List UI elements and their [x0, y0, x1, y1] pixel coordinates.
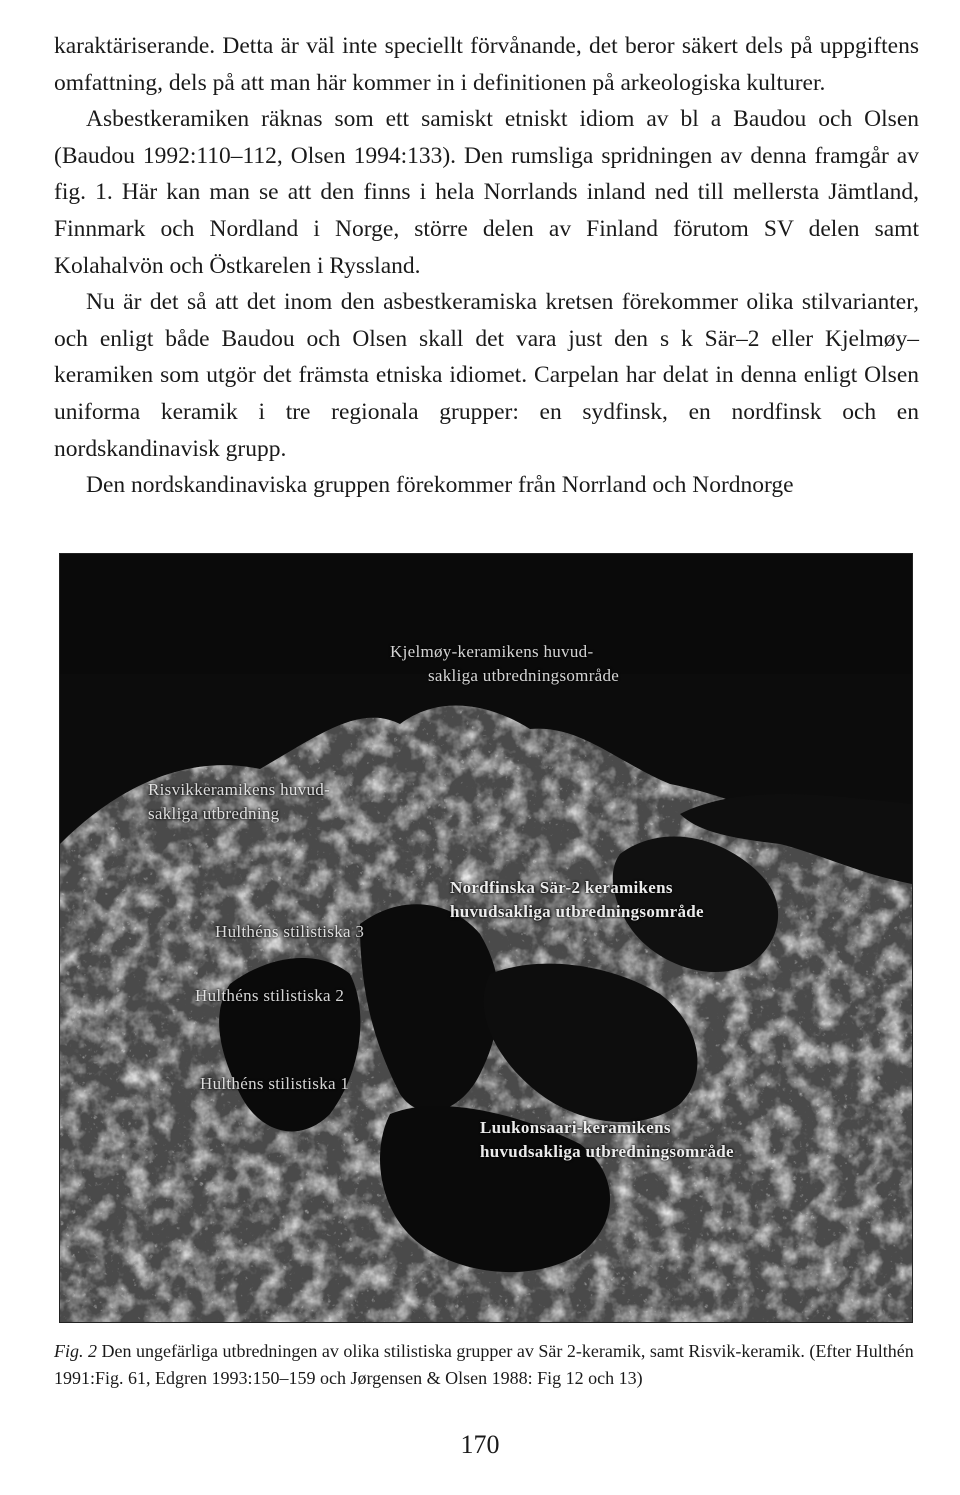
satellite-map-figure — [59, 553, 913, 1323]
page-number: 170 — [460, 1430, 500, 1459]
map-label-kjelmoy-1: Kjelmøy-keramikens huvud- — [390, 642, 594, 661]
map-label-nordfinska-2: huvudsakliga utbredningsområde — [450, 902, 704, 921]
paragraph-2: Asbestkeramiken räknas som ett samiskt etniskt idiom av bl a Baudou och Olsen (Baudou 1992:110–112, Olsen 1994:133). Den rumsliga spridningen av denna framgår av fig. 1. Här kan man se att den finns i hela Norrlands inland ned till mellersta Jämtland, Finnmark och Nordland i Norge, större delen av Finland förutom SV delen samt Kolahalvön och Östkarelen i Ryssland. — [54, 106, 919, 279]
map-label-hulthen-1: Hulthéns stilistiska 1 — [200, 1074, 350, 1093]
body-text — [54, 28, 919, 504]
map-label-luukonsaari-1: Luukonsaari-keramikens — [480, 1118, 671, 1137]
map-label-luukonsaari-2: huvudsakliga utbredningsområde — [480, 1142, 734, 1161]
map-label-risvik-1: Risvikkeramikens huvud- — [148, 780, 331, 799]
paragraph-3: Nu är det så att det inom den asbestkeramiska kretsen förekommer olika stilvarianter, och enligt både Baudou och Olsen skall det vara just den s k Sär–2 eller Kjelmøy–keramiken som utgör det främsta etniska idiomet. Carpelan har delat in denna enligt Olsen uniforma keramik i tre regionala grupper: en sydfinsk, en nordfinsk och en nordskandinavisk grupp. — [54, 289, 919, 462]
paragraph-1: karaktäriserande. Detta är väl inte speciellt förvånande, det beror säkert dels på uppgiftens omfattning, dels på att man här kommer in i definitionen på arkeologiska kulturer. — [54, 33, 919, 96]
paragraph-4: Den nordskandinaviska gruppen förekommer från Norrland och Nordnorge — [86, 472, 794, 499]
figure-caption-text: Den ungefärliga utbredningen av olika stilistiska grupper av Sär 2-keramik, samt Risvik-keramik. (Efter Hulthén 1991:Fig. 61, Edgren 1993:150–159 och Jørgensen & Olsen 1988: Fig 12 och 13) — [54, 1341, 914, 1388]
map-label-risvik-2: sakliga utbredning — [148, 804, 280, 823]
figure-caption — [54, 1338, 919, 1392]
map-label-nordfinska-1: Nordfinska Sär-2 keramikens — [450, 878, 673, 897]
map-label-hulthen-2: Hulthéns stilistiska 2 — [195, 986, 345, 1005]
map-label-kjelmoy-2: sakliga utbredningsområde — [428, 666, 620, 685]
figure-label: Fig. 2 — [54, 1341, 97, 1361]
map-label-hulthen-3: Hulthéns stilistiska 3 — [215, 922, 365, 941]
